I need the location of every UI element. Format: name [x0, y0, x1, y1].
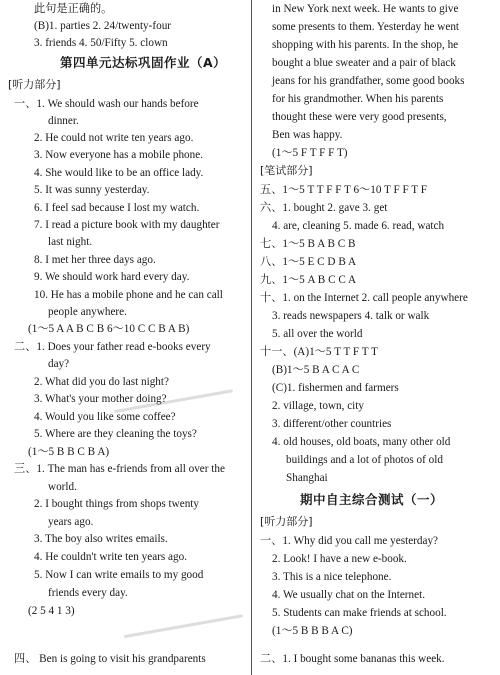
- answer-line: 3. What's your mother doing?: [34, 393, 167, 405]
- answer-line: world.: [48, 481, 77, 493]
- passage-line: Ben was happy.: [272, 129, 343, 141]
- answer-line: 4. We usually chat on the Internet.: [272, 589, 425, 601]
- answer-line: 七、1～5 B A B C B: [260, 238, 356, 250]
- answer-line: 三、1. The man has e-friends from all over the: [14, 463, 225, 475]
- answer-line: 3. The boy also writes emails.: [34, 533, 168, 545]
- answer-line: (C)1. fishermen and farmers: [272, 382, 399, 394]
- answer-line: 一、1. We should wash our hands before: [14, 98, 199, 110]
- passage-line: bought a blue sweater and a pair of black: [272, 57, 456, 69]
- answer-line: 5. all over the world: [272, 328, 363, 340]
- watermark-mark: [117, 575, 243, 638]
- answer-line: 2. Look! I have a new e-book.: [272, 553, 407, 565]
- text-line: (B)1. parties 2. 24/twenty-four: [34, 20, 172, 32]
- answer-key: (1～5 B B B A C): [272, 625, 353, 637]
- answer-line: 2. He could not write ten years ago.: [34, 132, 194, 144]
- section-label: [笔试部分]: [260, 164, 313, 177]
- answer-line: 5. Now I can write emails to my good: [34, 569, 204, 581]
- answer-line: last night.: [48, 236, 93, 248]
- answer-line: (B)1～5 B A C A C: [272, 364, 360, 376]
- answer-line: 9. We should work hard every day.: [34, 271, 190, 283]
- answer-line: 六、1. bought 2. gave 3. get: [260, 202, 388, 214]
- answer-line: people anywhere.: [48, 306, 127, 318]
- answer-line: 3. different/other countries: [272, 418, 392, 430]
- answer-key: (1～5 F T F F T): [272, 147, 348, 159]
- test-title: 期中自主综合测试（一）: [300, 492, 444, 507]
- answer-line: 8. I met her three days ago.: [34, 254, 156, 266]
- answer-key: (2 5 4 1 3): [28, 605, 75, 617]
- answer-line: dinner.: [48, 115, 79, 127]
- answer-line: 3. reads newspapers 4. talk or walk: [272, 310, 430, 322]
- answer-line: 五、1～5 T T F F T 6～10 T F F T F: [260, 184, 427, 196]
- answer-line: 10. He has a mobile phone and he can call: [34, 289, 223, 301]
- answer-key: (1～5 A A B C B 6～10 C C B A B): [28, 323, 190, 335]
- answer-line: 4. are, cleaning 5. made 6. read, watch: [272, 220, 445, 232]
- answer-line: 2. village, town, city: [272, 400, 364, 412]
- passage-line: some presents to them. Yesterday he went: [272, 21, 460, 33]
- answer-line: 5. It was sunny yesterday.: [34, 184, 150, 196]
- answer-line: 4. old houses, old boats, many other old: [272, 436, 451, 448]
- answer-line: years ago.: [48, 516, 94, 528]
- passage-line: for his grandmother. When his parents: [272, 93, 444, 105]
- column-divider: [251, 0, 252, 675]
- answer-line: 二、1. I bought some bananas this week.: [260, 653, 445, 665]
- answer-line: 十一、(A)1～5 T T F T T: [260, 346, 378, 358]
- answer-line: 2. I bought things from shops twenty: [34, 498, 200, 510]
- unit-title: 第四单元达标巩固作业（A）: [60, 55, 227, 70]
- answer-line: 3. This is a nice telephone.: [272, 571, 392, 583]
- answer-line: 5. Where are they cleaning the toys?: [34, 428, 197, 440]
- passage-line: jeans for his grandfather, some good books: [272, 75, 465, 87]
- answer-line: 3. Now everyone has a mobile phone.: [34, 149, 204, 161]
- answer-line: 4. Would you like some coffee?: [34, 411, 176, 423]
- answer-key: (1～5 B B C B A): [28, 446, 110, 458]
- answer-line: 5. Students can make friends at school.: [272, 607, 447, 619]
- answer-line: 八、1～5 E C D B A: [260, 256, 357, 268]
- answer-line: 十、1. on the Internet 2. call people anywhere: [260, 292, 468, 304]
- text-line: 3. friends 4. 50/Fifty 5. clown: [34, 37, 168, 49]
- answer-line: 九、1～5 A B C C A: [260, 274, 357, 286]
- answer-line: 6. I feel sad because I lost my watch.: [34, 202, 200, 214]
- answer-line: day?: [48, 358, 70, 370]
- answer-line: 2. What did you do last night?: [34, 376, 169, 388]
- answer-line: 二、1. Does your father read e-books every: [14, 341, 211, 353]
- answer-line: 4. She would like to be an office lady.: [34, 167, 204, 179]
- answer-line: 4. He couldn't write ten years ago.: [34, 551, 187, 563]
- passage-line: in New York next week. He wants to give: [272, 3, 459, 15]
- section-label: [听力部分]: [8, 78, 61, 91]
- answer-line: 四、 Ben is going to visit his grandparents: [14, 653, 206, 665]
- text-line: 此句是正确的。: [34, 3, 113, 15]
- answer-line: 7. I read a picture book with my daughter: [34, 219, 220, 231]
- answer-line: Shanghai: [286, 472, 328, 484]
- answer-line: 一、1. Why did you call me yesterday?: [260, 535, 439, 547]
- answer-line: buildings and a lot of photos of old: [286, 454, 443, 466]
- section-label: [听力部分]: [260, 515, 313, 528]
- passage-line: shopping with his parents. In the shop, he: [272, 39, 459, 51]
- passage-line: thought these were very good presents,: [272, 111, 447, 123]
- answer-line: friends every day.: [48, 587, 128, 599]
